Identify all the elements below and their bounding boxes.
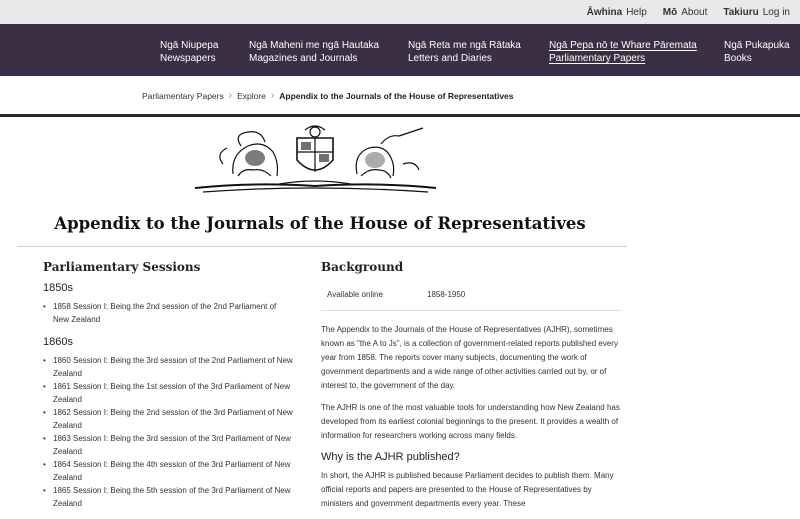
nav-label-maori: Ngā Maheni me ngā Hautaka <box>249 40 380 51</box>
session-list-1860s <box>43 354 293 510</box>
nav-label-maori: Ngā Pukapuka <box>724 40 790 51</box>
login-link-english: Log in <box>762 6 790 18</box>
nav-label-english: Parliamentary Papers <box>549 53 646 64</box>
nav-label-english: Magazines and Journals <box>249 53 358 64</box>
breadcrumb-parliamentary-papers[interactable]: Parliamentary Papers <box>142 90 224 101</box>
login-link-maori: Takiuru <box>723 6 759 18</box>
breadcrumb-current: Appendix to the Journals of the House of Representatives <box>279 90 514 101</box>
header-divider <box>0 114 800 117</box>
session-link[interactable]: • 1862 Session I: Being the 2nd session of the 3rd Parliament of New Zealand <box>43 406 293 432</box>
main-navigation <box>0 24 800 76</box>
availability-row <box>321 282 621 311</box>
coat-of-arms-crest <box>193 124 438 194</box>
login-link[interactable] <box>723 7 790 18</box>
nav-label-maori: Ngā Pepa nō te Whare Pāremata <box>549 40 697 51</box>
nav-label-maori: Ngā Reta me ngā Rātaka <box>408 40 521 51</box>
available-online-label: Available online <box>327 290 383 299</box>
nav-label-english: Newspapers <box>160 53 216 64</box>
help-link-english: Help <box>626 6 647 18</box>
title-divider <box>17 246 627 247</box>
background-paragraph-3: In short, the AJHR is published because Parliament decides to publish them. Many official reports and papers are presented to the House of Representatives by ministers and government departments every year. These <box>321 471 614 508</box>
parliamentary-sessions <box>43 260 293 510</box>
nav-label-english: Books <box>724 53 752 64</box>
background-section <box>321 260 621 519</box>
page-title: Appendix to the Journals of the House of Representatives <box>54 214 586 233</box>
available-online-value: 1858-1950 <box>427 290 466 299</box>
session-link[interactable]: • 1858 Session I: Being the 2nd session of the 2nd Parliament of New Zealand <box>43 300 293 326</box>
why-published-heading: Why is the AJHR published? <box>321 451 460 463</box>
nav-magazines-journals[interactable] <box>249 39 379 65</box>
nav-label-maori: Ngā Niupepa <box>160 40 219 51</box>
utility-bar <box>0 0 800 24</box>
background-heading: Background <box>321 260 404 274</box>
session-link[interactable]: • 1861 Session I: Being the 1st session of the 3rd Parliament of New Zealand <box>43 380 293 406</box>
decade-heading-1860s: 1860s <box>43 336 73 348</box>
breadcrumb <box>142 90 514 101</box>
background-paragraph-1: The Appendix to the Journals of the House of Representatives (AJHR), sometimes known as "the A to Js", is a collection of government-related reports published every year from 1858. The reports cover many subjects, documenting the work of government departments and a wide range of other activities carried out by, or of interest to, the government of the day. <box>321 325 618 390</box>
nav-parliamentary-papers[interactable] <box>549 39 697 65</box>
chevron-right-icon: › <box>270 90 275 101</box>
about-link-english: About <box>681 6 708 18</box>
about-link[interactable] <box>663 7 708 18</box>
about-link-maori: Mō <box>662 6 678 18</box>
session-link[interactable]: • 1865 Session I: Being the 5th session of the 3rd Parliament of New Zealand <box>43 484 293 510</box>
background-paragraph-2: The AJHR is one of the most valuable tools for understanding how New Zealand has developed from its earliest colonial beginnings to the present. It provides a wealth of information for researchers working across many fields. <box>321 403 620 440</box>
nav-newspapers[interactable] <box>160 39 218 65</box>
session-link[interactable]: • 1860 Session I: Being the 3rd session of the 2nd Parliament of New Zealand <box>43 354 293 380</box>
session-link[interactable]: • 1864 Session I: Being the 4th session of the 3rd Parliament of New Zealand <box>43 458 293 484</box>
nav-label-english: Letters and Diaries <box>408 53 492 64</box>
breadcrumb-explore[interactable]: Explore <box>237 90 266 101</box>
nav-books[interactable] <box>724 39 790 65</box>
session-list-1850s <box>43 300 293 326</box>
help-link-maori: Āwhina <box>586 6 623 18</box>
chevron-right-icon: › <box>228 90 233 101</box>
sessions-heading: Parliamentary Sessions <box>43 260 201 274</box>
nav-letters-diaries[interactable] <box>408 39 521 65</box>
decade-heading-1850s: 1850s <box>43 282 73 294</box>
session-link[interactable]: • 1863 Session I: Being the 3rd session of the 3rd Parliament of New Zealand <box>43 432 293 458</box>
help-link[interactable] <box>587 7 647 18</box>
